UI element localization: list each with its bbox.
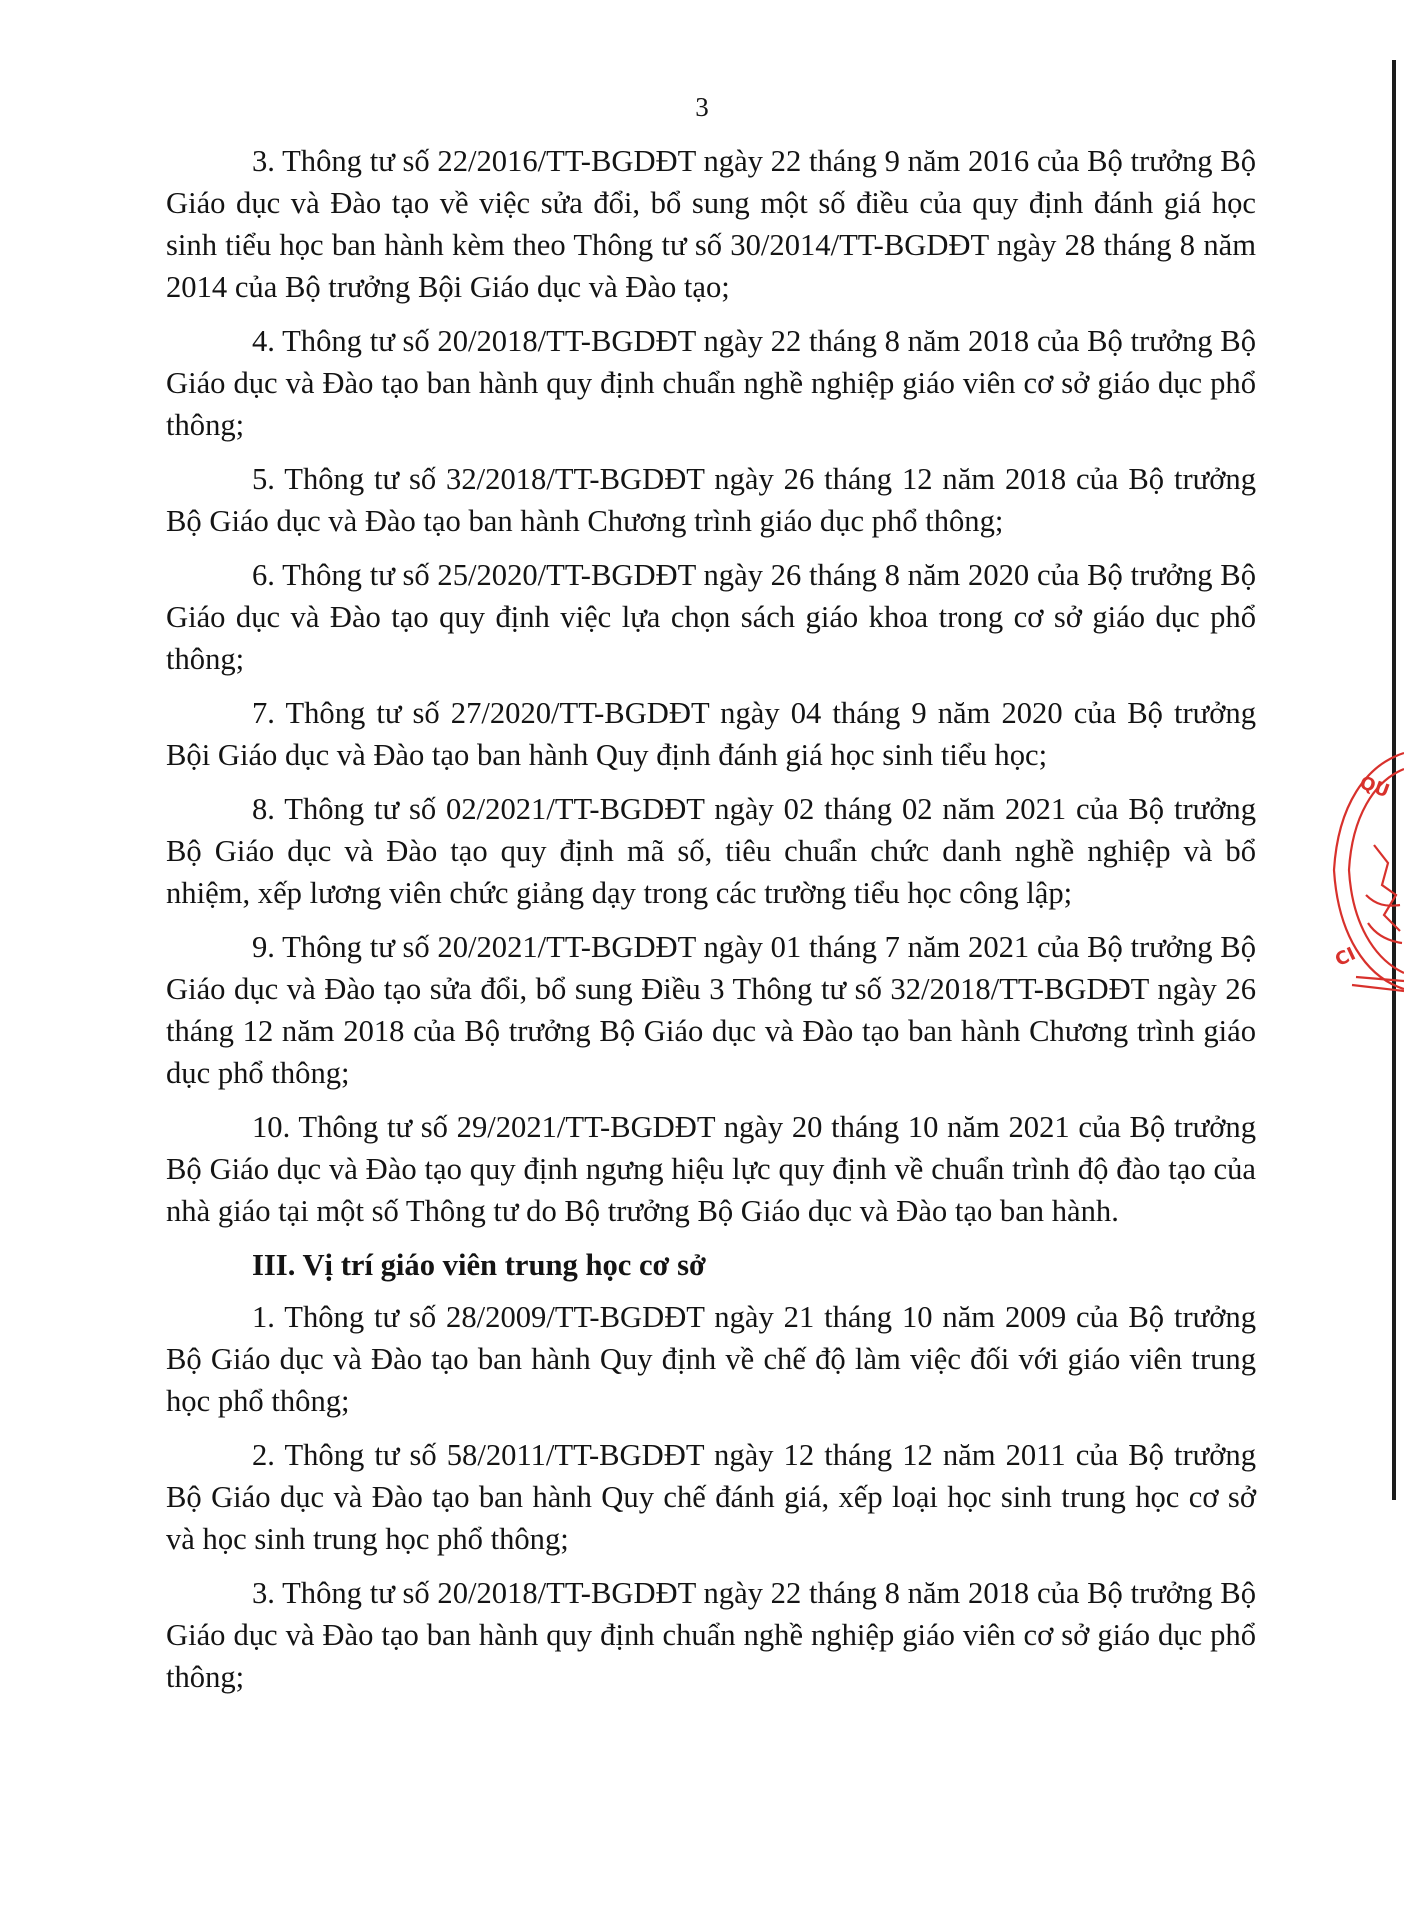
paragraph: 8. Thông tư số 02/2021/TT-BGDĐT ngày 02 tháng 02 năm 2021 của Bộ trưởng Bộ Giáo dục và Đào tạo quy định mã số, tiêu chuẩn chức danh nghề nghiệp và bổ nhiệm, xếp lương viên chức giảng dạy trong các trường tiểu học công lập; [166, 792, 1256, 910]
paragraph: 1. Thông tư số 28/2009/TT-BGDĐT ngày 21 tháng 10 năm 2009 của Bộ trưởng Bộ Giáo dục và Đào tạo ban hành Quy định về chế độ làm việc đối với giáo viên trung học phổ thông; [166, 1300, 1256, 1418]
paragraph: 6. Thông tư số 25/2020/TT-BGDĐT ngày 26 tháng 8 năm 2020 của Bộ trưởng Bộ Giáo dục và Đào tạo quy định việc lựa chọn sách giáo khoa trong cơ sở giáo dục phổ thông; [166, 558, 1256, 676]
paragraph: 2. Thông tư số 58/2011/TT-BGDĐT ngày 12 tháng 12 năm 2011 của Bộ trưởng Bộ Giáo dục và Đào tạo ban hành Quy chế đánh giá, xếp loại học sinh trung học cơ sở và học sinh trung học phổ thông; [166, 1438, 1256, 1556]
section-heading: III. Vị trí giáo viên trung học cơ sở [252, 1248, 706, 1282]
page-number: 3 [695, 92, 709, 122]
paragraph: 5. Thông tư số 32/2018/TT-BGDĐT ngày 26 tháng 12 năm 2018 của Bộ trưởng Bộ Giáo dục và Đào tạo ban hành Chương trình giáo dục phổ thông; [166, 462, 1256, 538]
svg-text:QU: QU [1356, 772, 1393, 803]
paragraph: 9. Thông tư số 20/2021/TT-BGDĐT ngày 01 tháng 7 năm 2021 của Bộ trưởng Bộ Giáo dục và Đào tạo sửa đổi, bổ sung Điều 3 Thông tư số 32/2018/TT-BGDĐT ngày 26 tháng 12 năm 2018 của Bộ trưởng Bộ Giáo dục và Đào tạo ban hành Chương trình giáo dục phổ thông; [166, 930, 1256, 1090]
paragraph: 4. Thông tư số 20/2018/TT-BGDĐT ngày 22 tháng 8 năm 2018 của Bộ trưởng Bộ Giáo dục và Đào tạo ban hành quy định chuẩn nghề nghiệp giáo viên cơ sở giáo dục phổ thông; [166, 324, 1256, 442]
paragraph: 7. Thông tư số 27/2020/TT-BGDĐT ngày 04 tháng 9 năm 2020 của Bộ trưởng Bội Giáo dục và Đào tạo ban hành Quy định đánh giá học sinh tiểu học; [166, 696, 1256, 772]
paragraph: 3. Thông tư số 20/2018/TT-BGDĐT ngày 22 tháng 8 năm 2018 của Bộ trưởng Bộ Giáo dục và Đào tạo ban hành quy định chuẩn nghề nghiệp giáo viên cơ sở giáo dục phổ thông; [166, 1576, 1256, 1694]
document-body [166, 140, 1256, 1710]
paragraph: 10. Thông tư số 29/2021/TT-BGDĐT ngày 20 tháng 10 năm 2021 của Bộ trưởng Bộ Giáo dục và Đào tạo quy định ngưng hiệu lực quy định về chuẩn trình độ đào tạo của nhà giáo tại một số Thông tư do Bộ trưởng Bộ Giáo dục và Đào tạo ban hành. [166, 1110, 1256, 1228]
paragraph: 3. Thông tư số 22/2016/TT-BGDĐT ngày 22 tháng 9 năm 2016 của Bộ trưởng Bộ Giáo dục và Đào tạo về việc sửa đổi, bổ sung một số điều của quy định đánh giá học sinh tiểu học ban hành kèm theo Thông tư số 30/2014/TT-BGDĐT ngày 28 tháng 8 năm 2014 của Bộ trưởng Bội Giáo dục và Đào tạo; [166, 144, 1256, 304]
red-stamp-fragment [1326, 745, 1404, 995]
svg-text:CI: CI [1331, 943, 1359, 971]
